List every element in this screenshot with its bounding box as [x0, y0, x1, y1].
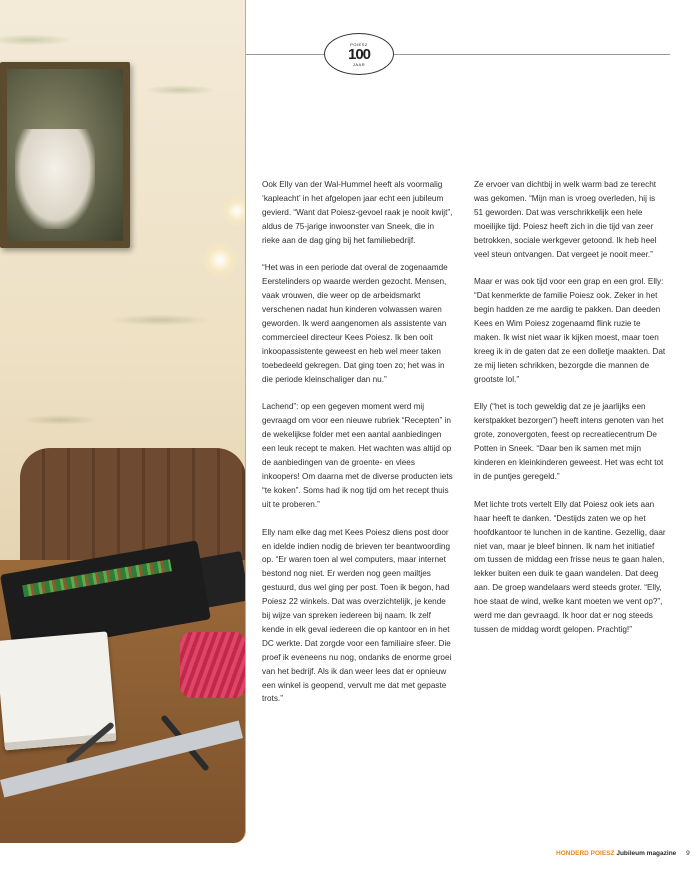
paragraph: Lachend”: op een gegeven moment werd mij gevraagd om voor een nieuwe rubriek “Recepten” in de wekelijkse folder met een aantal aanbiedingen een leuk recept te maken. Het wachten was altijd op de aanbiedingen van de groente- en vlees inkoopers! Om daarna met de diverse producten iets “te koken”. Soms had ik nog tijd om het recept thuis uit te proberen.”	[262, 402, 453, 509]
framed-painting	[0, 62, 130, 248]
header-rule	[246, 54, 670, 55]
paragraph: Met lichte trots vertelt Elly dat Poiesz ook iets aan haar heeft te danken. “Destijds zaten we op het hoofdkantoor te lunchen in de kantine. Gezellig, daar niet van, maar je bleef binnen. Ik nam het initiatief om tussen de middag een frisse neus te gaan halen, lekker buiten een duik te gaan wandelen. Dat deeg aan. De groep wandelaars werd steeds groter. “Elly, hoe staat de wind, welke kant moeten we vent op?”, werd me dan gevraagd. Ik hoor dat er nog steeds tussen de middag wordt gelopen. Prachtig!”	[474, 499, 666, 634]
jubilee-emblem	[324, 33, 394, 75]
footer-brand: HONDERD POIESZ	[556, 850, 615, 857]
wall-lamp	[222, 196, 246, 226]
emblem-number: 100	[347, 45, 371, 63]
paragraph: Maar er was ook tijd voor een grap en een grol. Elly: “Dat kenmerkte de familie Poiesz ook. Zeker in het begin hadden ze me aardig te pakken. Dan deeden Kees en Wim Poiesz zogenaamd flink ruzie te maken. Ik wist niet waar ik kijken moest, maar toen kreeg ik in de gaten dat ze een dolletje maakten. Dat ze mij lieten schrikken, bezorgde die mannen de grootste lol.”	[474, 277, 666, 384]
wall-lamp	[202, 242, 238, 278]
article-column-right	[474, 178, 666, 651]
paragraph: Ook Elly van der Wal-Hummel heeft als voormalig ‘kapleacht’ in het afgelopen jaar echt een jubileum gevierd. “Want dat Poiesz-gevoel raak je nooit kwijt”, aldus de 75-jarige inwoonster van Sneek, die in rieke aan de dag ging bij het familiebedrijf.	[262, 180, 453, 245]
emblem-top-text: POIESZ	[350, 41, 368, 47]
article-column-left	[262, 178, 454, 720]
page-footer	[556, 850, 690, 857]
yarn-ball	[180, 632, 246, 698]
painting-canvas	[7, 69, 123, 241]
hero-photo	[0, 0, 246, 843]
paragraph: “Het was in een periode dat overal de zogenaamde Eerstelinders op waarde werden gezocht. Mensen, vaak vrouwen, die weer op de arbeidsmarkt verschenen nadat hun kinderen volwassen waren geworden. Ik werd aangenomen als assistente van commercieel directeur Kees Poiesz. Ik ben ooit inkoopassistente geweest en heb wel meer taken toebedeeld gekregen. Dat ging toen zo; het was in die periode kleinschaliger dan nu.”	[262, 263, 448, 384]
paragraph: Elly nam elke dag met Kees Poiesz diens post door en idelde indien nodig de brieven ter beantwoording op. “Er waren toen al wel computers, maar internet bestond nog niet. Er werden nog geen mailtjes gestuurd, dus wel ging per post. Toen ik begon, had Poiesz 22 winkels. Dat was overzichtelijk, je kende bij wijze van spreken iedereen bij naam. Ik zelf kende in elk geval iedereen die op kantoor en in het DC werkte. Dat zorgde voor een familiaire sfeer. Die proef ik eveneens nu nog, ondanks de enorme groei van het bedrijf. Als ik dan weer lees dat er opnieuw een winkel is geopend, vervult me dat met gepaste trots.”	[262, 527, 452, 704]
footer-magazine: Jubileum magazine	[616, 850, 677, 857]
emblem-bottom-text: JAAR	[352, 61, 366, 67]
paragraph: Elly (“het is toch geweldig dat ze je jaarlijks een kerstpakket bezorgen”) heeft intens genoten van het grote, zonovergoten, feest op recreatiecentrum De Potten in Sneek. “Daar ben ik samen met mijn kinderen en kleinkinderen geweest. Het was echt tot in de puntjes geregeld.”	[474, 402, 664, 481]
paragraph: Ze ervoer van dichtbij in welk warm bad ze terecht was gekomen. “Mijn man is vroeg overleden, hij is 51 geworden. Dat was verschrikkelijk een hele moeilijke tijd. Poiesz heeft zich in die tijd van zeer betrokken, sociale werkgever getoond. Ik heb heel veel steun ontvangen. Dat vergeet je nooit meer.”	[474, 180, 657, 259]
page-number: 9	[686, 850, 690, 857]
dog-painting	[15, 129, 95, 229]
